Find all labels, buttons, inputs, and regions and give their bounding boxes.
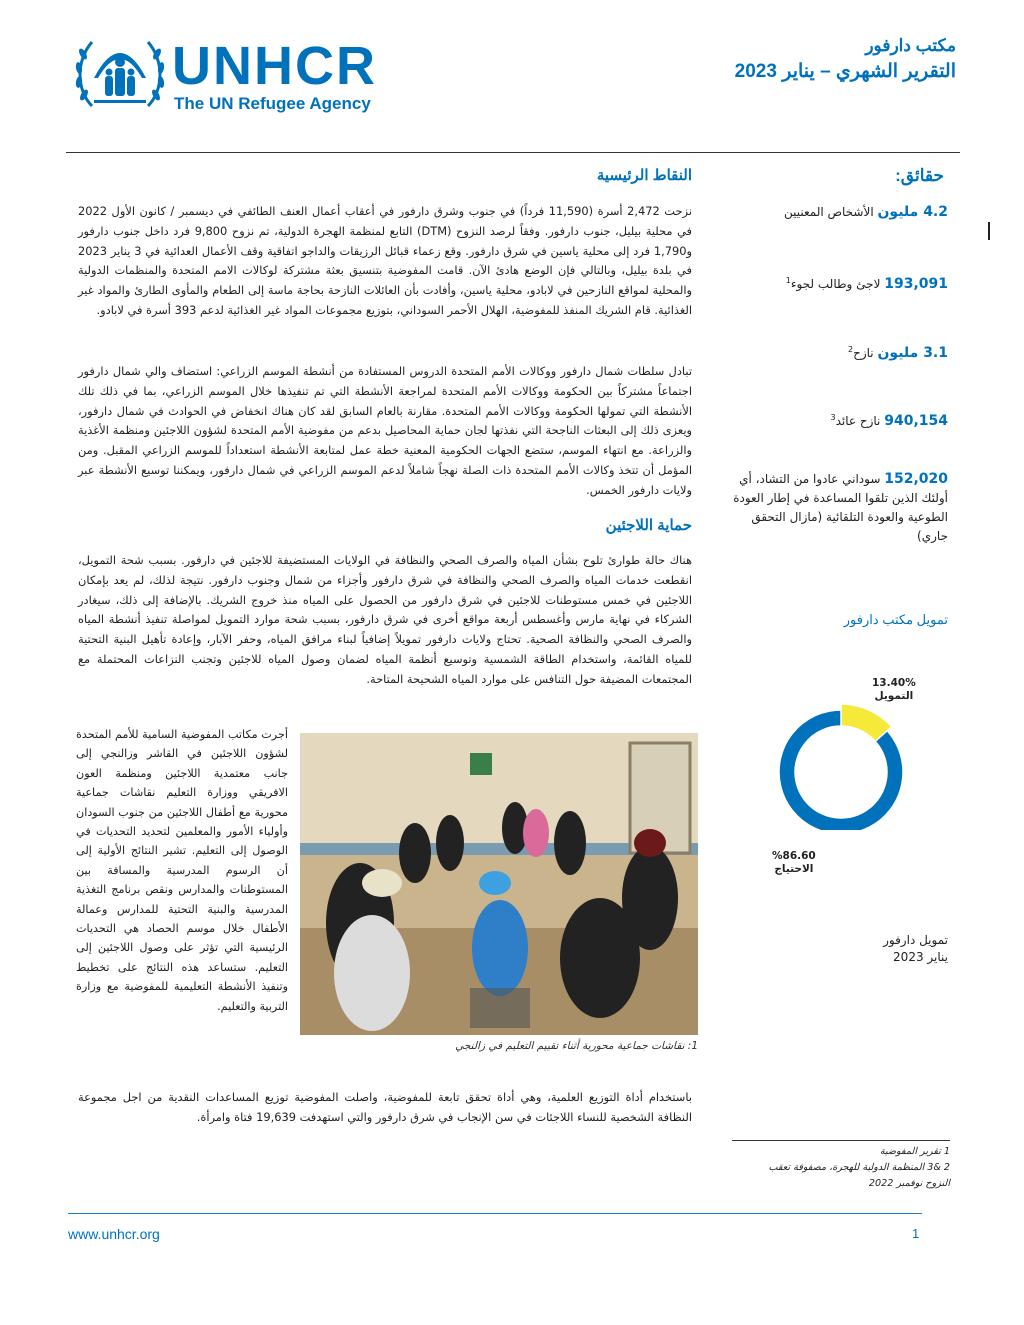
funded-text: التمويل: [874, 690, 914, 702]
needs-pct: %86.60: [772, 850, 816, 862]
fact-value: 4.2 مليون: [877, 204, 948, 220]
key-points-title: النقاط الرئيسية: [596, 167, 692, 184]
fact-idps: [728, 340, 948, 363]
funded-pct: 13.40%: [872, 677, 916, 689]
fact-text: سوداني عادوا من التشاد، أي أولئك الذين تلقوا المساعدة في إطار العودة الطوعية والعودة التلقائية (مازال التحقق جاري): [733, 472, 948, 543]
header-divider: [66, 152, 960, 153]
footnote-divider: [732, 1140, 950, 1141]
fact-refugees: [728, 271, 948, 294]
text-cursor: [988, 222, 990, 240]
fact-idp-returnees: [728, 408, 948, 431]
footer-divider: [68, 1213, 922, 1214]
footnote-3: النزوح نوفمبر 2022: [868, 1178, 950, 1189]
fact-returnees-chad: [728, 470, 948, 546]
footnote-1: 1 تقرير المفوضية: [879, 1146, 950, 1157]
photo-caption: 1: نقاشات جماعية محورية أثناء تقييم التعليم في زالنجي: [455, 1040, 698, 1052]
footnote-2: 2 &3 المنظمة الدولية للهجرة، مصفوفة تعقب: [768, 1162, 950, 1173]
unhcr-emblem-icon: [72, 34, 168, 114]
fact-value: 193,091: [884, 276, 948, 292]
needs-label: [772, 850, 816, 876]
fact-text: الأشخاص المعنيين: [783, 205, 874, 219]
fact-value: 152,020: [884, 471, 948, 487]
protection-paragraph-1: هناك حالة طوارئ تلوح بشأن المياه والصرف الصحي والنظافة في الولايات المستضيفة للاجئين في دارفور. بسبب شحة التمويل، انقطعت خدمات المياه والصرف الصحي والنظافة في شرق دارفور وأجزاء من شمال وجنوب دارفور. نتيجة لذلك، لم يعد بإمكان اللاجئين في خمس مستوطنات للاجئين في شرق دارفور من الحصول على المياه منذ خروج الشريك. بالإضافة إلى ذلك، سيغادر الشركاء في نهاية مارس وأغسطس أربعة مواقع أخرى في شرق دارفور، بسبب شحة موارد التمويل لمواصلة تنفيذ أنشطة المياه والصرف الصحي والنظافة الصحية. تحتاج ولايات دارفور تمويلاً إضافياً لبناء مرافق المياه، وحفر الآبار، وإعادة تأهيل البنية التحتية للمياه القائمة، واستخدام الطاقة الشمسية وتوسيع أنظمة المياه لضمان وصول المياه للاجئين وتجنب النزاعات المحتملة مع المجتمعات المضيفة حول التنافس على موارد المياه الشحيحة المتاحة.: [78, 553, 692, 686]
protection-paragraph-2: أجرت مكاتب المفوضية السامية للأمم المتحدة لشؤون اللاجئين في القاشر وزالنجي إلى جانب معتمدية اللاجئين ومنظمة العون الافريقي ووزارة التعليم نقاشات جماعية محورية مع أطفال اللاجئين من جنوب السودان وأولياء الأمور والمعلمين لتحديد التحديات في الوصول إلى التعليم. تشير النتائج الأولية إلى أن الرسوم المدرسية والمسافة بين المستوطنات والمدارس ونقص برنامج التغذية المدرسية والبنية التحتية للمدارس وعمالة الأطفال خلال موسم الحصاد هي التحديات الرئيسية التي تؤثر على وصول اللاجئين إلى التعليم. ستساعد هذه النتائج على تخطيط وتنفيذ الأنشطة التعليمية للمفوضية مع وزارة التربية والتعليم.: [76, 728, 288, 1013]
page-number: 1: [912, 1226, 920, 1241]
logo-tagline: The UN Refugee Agency: [174, 94, 371, 113]
footer-url-link[interactable]: www.unhcr.org: [68, 1226, 160, 1242]
funding-donut-svg: [758, 690, 928, 830]
footnote-ref: 1: [785, 276, 791, 285]
needs-text: الاحتياج: [774, 863, 814, 875]
fact-people-of-concern: [728, 202, 948, 222]
report-title: التقرير الشهري – يناير 2023: [734, 61, 956, 82]
office-title: مكتب دارفور: [865, 36, 956, 55]
funding-caption-line1: تمويل دارفور: [883, 933, 948, 947]
facts-title: حقائق:: [895, 166, 944, 185]
funding-caption: [883, 932, 948, 966]
funding-title: تمويل مكتب دارفور: [843, 612, 948, 627]
funded-label: [872, 677, 916, 703]
fact-text: نازح عائد: [835, 414, 881, 428]
funding-donut-chart: [758, 690, 928, 830]
logo-wordmark: UNHCR: [172, 36, 377, 96]
funding-caption-line2: يناير 2023: [893, 950, 948, 964]
key-points-paragraph-2: تبادل سلطات شمال دارفور ووكالات الأمم المتحدة الدروس المستفادة من أنشطة الموسم الزراعي: استضاف والي شمال دارفور اجتماعاً مشتركاً بين الحكومة ووكالات الأمم المتحدة لمراجعة الأنشطة التي تم تنفيذها خلال الموسم الزراعي، بما في ذلك تلك الأنشطة التي تمولها الحكومة ووكالات الأمم المتحدة. مقارنة بالعام السابق لقد كان هناك انخفاض في الحوادث في شمال دارفور، ويعزى ذلك إلى البعثات الناجحة التي نفذتها لجان حماية المحاصيل بدعم من مفوضية الأمم المتحدة لشؤون اللاجئين ومنظمة الأغذية والزراعة. مع انتهاء الموسم، ستضع الجهات الحكومية المعنية خطة عمل لمتابعة الأنشطة استعداداً للموسم الزراعي المقبل. ومن المؤمل أن تتخذ وكالات الأمم المتحدة ذات الصلة نهجاً شاملاً لدعم الموسم الزراعي في شمال دارفور، ويمكننا توسيع الأنشطة عبر ولايات دارفور الخمس.: [78, 364, 692, 497]
fact-value: 3.1 مليون: [877, 345, 948, 361]
fact-text: نازح: [853, 346, 874, 360]
key-points-paragraph-1: نزحت 2,472 أسرة (11,590 فرداً) في جنوب وشرق دارفور في أعقاب أعمال العنف الطائفي في ديسمبر / كانون الأول 2022 في محلية بيليل، جنوب دارفور. وفقاً لرصد النزوح (DTM) التابع لمنظمة الهجرة الدولية، تم نزوح 9,800 فرد داخل جنوب دارفور و1,790 فرد إلى محلية ياسين في شرق دارفور. وقع زعماء قبائل الرزيقات والداجو اتفاقية وقف الأعمال العدائية في 3 يناير 2023 في بلدة بيليل، وبالتالي فإن الوضع هادئ الآن. قامت المفوضية بتنسيق بعثة مشتركة لوكالات الامم المتحدة والمنظمات الدولية والمحلية لمواقع النازحين في لابادو، محلية ياسين، وأفادت بأن العائلات النازحة بحاجة ماسة إلى الطعام والمأوى الطارئ والمواد غير الغذائية. قام الشريك المنفذ للمفوضية، الهلال الأحمر السوداني، بتوزيع مجموعات المواد غير الغذائية لدعم 393 أسرة في لابادو.: [78, 204, 693, 317]
footnote-ref: 2: [848, 345, 854, 354]
protection-title: حماية اللاجئين: [605, 517, 692, 534]
fact-text: لاجئ وطالب لجوء: [790, 277, 881, 291]
fact-value: 940,154: [884, 413, 948, 429]
protection-paragraph-3: باستخدام أداة التوزيع العلمية، وهي أداة تحقق تابعة للمفوضية، واصلت المفوضية توزيع المساعدات النقدية من اجل مجموعة النظافة الشخصية للنساء اللاجئات في سن الإنجاب في شرق دارفور والتي استهدفت 19,639 فتاة وامرأة.: [78, 1090, 692, 1124]
focus-group-photo: [300, 733, 698, 1035]
unhcr-logo: [72, 34, 402, 116]
footnote-ref: 3: [830, 413, 836, 422]
